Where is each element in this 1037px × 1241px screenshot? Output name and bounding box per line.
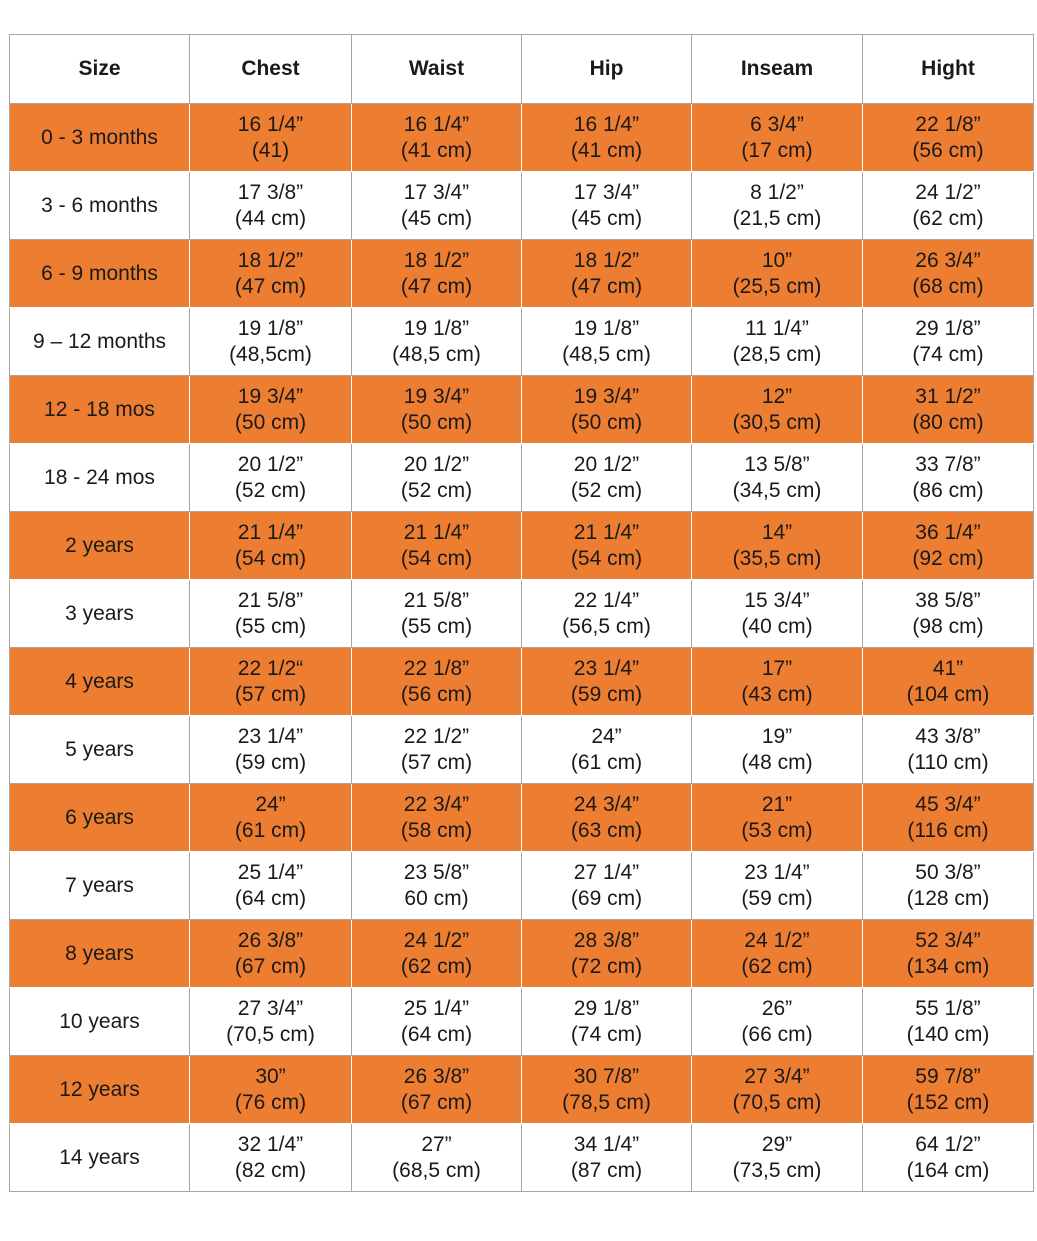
size-cell [10,376,190,444]
hip-cell [522,852,692,920]
size-label: 18 - 24 mos [44,465,155,489]
inch-value: 23 1/4” [573,656,640,680]
size-label: 9 – 12 months [32,329,167,353]
inch-value: 21 5/8” [237,588,304,612]
cm-value: (152 cm) [906,1090,990,1114]
inseam-cell [692,784,863,852]
waist-cell [352,920,522,988]
size-label: 2 years [65,533,134,557]
table-row [10,852,1034,920]
hip-cell [522,376,692,444]
hip-cell [522,1124,692,1192]
size-cell [10,172,190,240]
chest-cell [190,852,352,920]
cm-value: (104 cm) [906,682,990,706]
inch-value: 26 3/8” [403,1064,470,1088]
hight-cell [863,172,1034,240]
cm-value: (59 cm) [741,886,813,910]
cm-value: (72 cm) [570,954,643,978]
hip-cell [522,988,692,1056]
cm-value: (134 cm) [906,954,990,978]
header-hight: Hight [863,35,1034,104]
cm-value: (35,5 cm) [732,546,822,570]
chest-cell [190,920,352,988]
hip-cell [522,784,692,852]
table-row [10,308,1034,376]
waist-cell [352,716,522,784]
cm-value: (54 cm) [234,546,307,570]
cm-value: (52 cm) [570,478,643,502]
inch-value: 27 3/4” [237,996,304,1020]
table-row [10,512,1034,580]
inch-value: 16 1/4” [403,112,470,136]
waist-cell [352,1056,522,1124]
inseam-cell [692,104,863,172]
cm-value: (164 cm) [906,1158,990,1182]
hip-cell [522,512,692,580]
hip-cell [522,240,692,308]
inch-value: 19 3/4” [573,384,640,408]
inch-value: 30” [255,1064,286,1088]
table-header [10,35,1034,104]
cm-value: (87 cm) [570,1158,643,1182]
size-cell [10,308,190,376]
cm-value: (52 cm) [400,478,473,502]
inch-value: 41” [932,656,964,680]
header-waist: Waist [352,35,522,104]
inch-value: 15 3/4” [744,588,810,612]
cm-value: (82 cm) [234,1158,307,1182]
table-row [10,716,1034,784]
inseam-cell [692,172,863,240]
inch-value: 22 1/4” [573,588,640,612]
inch-value: 20 1/2” [573,452,640,476]
chest-cell [190,308,352,376]
hip-cell [522,444,692,512]
size-cell [10,988,190,1056]
size-cell [10,580,190,648]
hip-cell [522,308,692,376]
cm-value: (140 cm) [906,1022,990,1046]
inch-value: 55 1/8” [915,996,981,1020]
inch-value: 22 1/8” [915,112,981,136]
inch-value: 19 1/8” [403,316,470,340]
waist-cell [352,172,522,240]
hight-cell [863,308,1034,376]
hight-cell [863,852,1034,920]
cm-value: (34,5 cm) [732,478,822,502]
waist-cell [352,444,522,512]
size-chart-table [9,34,1034,1192]
inch-value: 20 1/2” [403,452,470,476]
inch-value: 16 1/4” [237,112,304,136]
table-row [10,784,1034,852]
inseam-cell [692,308,863,376]
cm-value: (48 cm) [741,750,813,774]
chest-cell [190,104,352,172]
cm-value: (48,5 cm) [562,342,651,366]
cm-value: (76 cm) [234,1090,307,1114]
cm-value: (62 cm) [912,206,984,230]
cm-value: (61 cm) [234,818,307,842]
size-cell [10,1124,190,1192]
cm-value: (61 cm) [570,750,643,774]
inseam-cell [692,444,863,512]
hip-cell [522,920,692,988]
inch-value: 13 5/8” [744,452,810,476]
size-cell [10,920,190,988]
inseam-cell [692,580,863,648]
cm-value: (64 cm) [234,886,307,910]
chest-cell [190,716,352,784]
size-label: 0 - 3 months [41,125,158,149]
cm-value: (98 cm) [912,614,984,638]
inch-value: 20 1/2” [237,452,304,476]
cm-value: (116 cm) [907,818,989,842]
inseam-cell [692,716,863,784]
inseam-cell [692,920,863,988]
chest-cell [190,376,352,444]
inch-value: 18 1/2” [573,248,640,272]
table-body [10,104,1034,1192]
inch-value: 38 5/8” [915,588,981,612]
inch-value: 22 1/8” [403,656,470,680]
header-hip: Hip [522,35,692,104]
inch-value: 31 1/2” [915,384,981,408]
cm-value: (21,5 cm) [732,206,822,230]
size-label: 4 years [65,669,134,693]
cm-value: (41 cm) [570,138,643,162]
inch-value: 19” [761,724,793,748]
cm-value: (40 cm) [741,614,813,638]
inch-value: 27 1/4” [573,860,640,884]
hip-cell [522,648,692,716]
cm-value: (30,5 cm) [732,410,822,434]
cm-value: (110 cm) [907,750,989,774]
table-row [10,376,1034,444]
inseam-cell [692,648,863,716]
cm-value: (47 cm) [234,274,307,298]
hip-cell [522,580,692,648]
inch-value: 29” [761,1132,793,1156]
cm-value: (70,5 cm) [732,1090,822,1114]
cm-value: (64 cm) [400,1022,473,1046]
table-row [10,444,1034,512]
inch-value: 16 1/4” [573,112,640,136]
waist-cell [352,648,522,716]
waist-cell [352,784,522,852]
inch-value: 30 7/8” [573,1064,640,1088]
hight-cell [863,784,1034,852]
cm-value: (56,5 cm) [562,614,651,638]
chest-cell [190,1056,352,1124]
size-label: 8 years [65,941,134,965]
hight-cell [863,1124,1034,1192]
inseam-cell [692,376,863,444]
table-row [10,240,1034,308]
cm-value: (59 cm) [234,750,307,774]
header-row [10,35,1034,104]
inch-value: 11 1/4” [745,316,809,340]
cm-value: (47 cm) [400,274,473,298]
cm-value: (52 cm) [234,478,307,502]
waist-cell [352,512,522,580]
size-label: 3 years [65,601,134,625]
chest-cell [190,988,352,1056]
waist-cell [352,308,522,376]
hight-cell [863,580,1034,648]
inch-value: 17 3/4” [403,180,470,204]
cm-value: (128 cm) [906,886,990,910]
inch-value: 19 1/8” [573,316,640,340]
inch-value: 24” [255,792,286,816]
inseam-cell [692,240,863,308]
cm-value: (73,5 cm) [732,1158,822,1182]
hight-cell [863,444,1034,512]
size-label: 14 years [59,1145,140,1169]
cm-value: (56 cm) [400,682,473,706]
waist-cell [352,376,522,444]
inch-value: 23 5/8” [403,860,470,884]
header-chest: Chest [190,35,352,104]
cm-value: (92 cm) [912,546,984,570]
cm-value: (57 cm) [234,682,307,706]
size-cell [10,104,190,172]
waist-cell [352,852,522,920]
hight-cell [863,716,1034,784]
cm-value: (41 cm) [400,138,473,162]
cm-value: (50 cm) [570,410,643,434]
hight-cell [863,376,1034,444]
inch-value: 6 3/4” [750,112,804,136]
inch-value: 22 1/2“ [237,656,304,680]
cm-value: (78,5 cm) [562,1090,651,1114]
size-cell [10,852,190,920]
cm-value: (68,5 cm) [392,1158,481,1182]
cm-value: (28,5 cm) [732,342,822,366]
inch-value: 29 1/8” [573,996,640,1020]
header-size: Size [10,35,190,104]
inch-value: 27 3/4” [744,1064,810,1088]
inch-value: 52 3/4” [915,928,981,952]
inseam-cell [692,1056,863,1124]
inch-value: 21 5/8” [403,588,470,612]
inch-value: 18 1/2” [403,248,470,272]
table-row [10,172,1034,240]
inch-value: 26 3/8” [237,928,304,952]
size-label: 6 years [65,805,134,829]
inch-value: 8 1/2” [750,180,804,204]
cm-value: (56 cm) [912,138,984,162]
size-cell [10,1056,190,1124]
inch-value: 24 1/2” [744,928,810,952]
hip-cell [522,104,692,172]
inch-value: 22 1/2” [403,724,470,748]
chest-cell [190,580,352,648]
table-row [10,1124,1034,1192]
inch-value: 22 3/4” [403,792,470,816]
cm-value: (67 cm) [400,1090,473,1114]
waist-cell [352,240,522,308]
cm-value: (45 cm) [400,206,473,230]
inch-value: 36 1/4” [915,520,981,544]
inch-value: 10” [761,248,793,272]
inch-value: 23 1/4” [744,860,810,884]
size-label: 12 years [59,1077,140,1101]
inseam-cell [692,988,863,1056]
inch-value: 50 3/8” [915,860,981,884]
cm-value: (86 cm) [912,478,984,502]
inch-value: 21 1/4” [237,520,304,544]
cm-value: (74 cm) [912,342,984,366]
hight-cell [863,988,1034,1056]
cm-value: (57 cm) [400,750,473,774]
inch-value: 34 1/4” [573,1132,640,1156]
inch-value: 18 1/2” [237,248,304,272]
inseam-cell [692,512,863,580]
table-row [10,648,1034,716]
inch-value: 25 1/4” [237,860,304,884]
cm-value: (47 cm) [570,274,643,298]
inch-value: 43 3/8” [915,724,981,748]
inch-value: 17” [761,656,793,680]
inch-value: 19 3/4” [237,384,304,408]
size-cell [10,648,190,716]
inch-value: 14” [761,520,793,544]
chest-cell [190,512,352,580]
size-label: 12 - 18 mos [44,397,155,421]
hight-cell [863,920,1034,988]
cm-value: (50 cm) [234,410,307,434]
header-inseam: Inseam [692,35,863,104]
size-cell [10,784,190,852]
size-label: 6 - 9 months [41,261,158,285]
cm-value: (68 cm) [912,274,984,298]
cm-value: (43 cm) [741,682,813,706]
table-row [10,988,1034,1056]
inch-value: 24 3/4” [573,792,640,816]
size-cell [10,716,190,784]
cm-value: (62 cm) [400,954,473,978]
waist-cell [352,1124,522,1192]
inch-value: 59 7/8” [915,1064,981,1088]
cm-value: 60 cm) [404,886,469,910]
cm-value: (66 cm) [741,1022,813,1046]
inch-value: 17 3/4” [573,180,640,204]
cm-value: (17 cm) [741,138,813,162]
chest-cell [190,444,352,512]
inch-value: 24 1/2” [915,180,981,204]
cm-value: (74 cm) [570,1022,643,1046]
inch-value: 45 3/4” [915,792,981,816]
inch-value: 21 1/4” [403,520,470,544]
inch-value: 27” [421,1132,452,1156]
size-label: 7 years [65,873,134,897]
inch-value: 24” [591,724,622,748]
hight-cell [863,648,1034,716]
cm-value: (58 cm) [400,818,473,842]
chest-cell [190,240,352,308]
inch-value: 33 7/8” [915,452,981,476]
inch-value: 21 1/4” [573,520,640,544]
chest-cell [190,172,352,240]
inch-value: 23 1/4” [237,724,304,748]
hip-cell [522,1056,692,1124]
inseam-cell [692,1124,863,1192]
inch-value: 21” [761,792,793,816]
inch-value: 24 1/2” [403,928,470,952]
cm-value: (59 cm) [570,682,643,706]
table-row [10,580,1034,648]
cm-value: (53 cm) [741,818,813,842]
cm-value: (54 cm) [400,546,473,570]
cm-value: (80 cm) [912,410,984,434]
hight-cell [863,104,1034,172]
waist-cell [352,580,522,648]
cm-value: (69 cm) [570,886,643,910]
chest-cell [190,648,352,716]
cm-value: (55 cm) [234,614,307,638]
cm-value: (62 cm) [741,954,813,978]
size-label: 10 years [59,1009,140,1033]
size-cell [10,444,190,512]
inch-value: 28 3/8” [573,928,640,952]
size-label: 5 years [65,737,134,761]
cm-value: (50 cm) [400,410,473,434]
inch-value: 29 1/8” [915,316,981,340]
cm-value: (41) [251,138,290,162]
cm-value: (44 cm) [234,206,307,230]
hip-cell [522,716,692,784]
table-row [10,104,1034,172]
size-label: 3 - 6 months [41,193,158,217]
waist-cell [352,104,522,172]
inch-value: 17 3/8” [237,180,304,204]
inch-value: 26 3/4” [915,248,981,272]
cm-value: (48,5cm) [229,342,312,366]
inch-value: 19 1/8” [237,316,304,340]
hight-cell [863,240,1034,308]
cm-value: (55 cm) [400,614,473,638]
hight-cell [863,1056,1034,1124]
cm-value: (54 cm) [570,546,643,570]
inseam-cell [692,852,863,920]
chest-cell [190,1124,352,1192]
inch-value: 64 1/2” [915,1132,981,1156]
inch-value: 19 3/4” [403,384,470,408]
hight-cell [863,512,1034,580]
hip-cell [522,172,692,240]
waist-cell [352,988,522,1056]
size-cell [10,240,190,308]
cm-value: (67 cm) [234,954,307,978]
size-cell [10,512,190,580]
inch-value: 26” [761,996,793,1020]
cm-value: (70,5 cm) [226,1022,315,1046]
cm-value: (25,5 cm) [732,274,822,298]
chest-cell [190,784,352,852]
cm-value: (45 cm) [570,206,643,230]
inch-value: 12” [761,384,793,408]
inch-value: 32 1/4” [237,1132,304,1156]
table-row [10,1056,1034,1124]
cm-value: (48,5 cm) [392,342,481,366]
inch-value: 25 1/4” [403,996,470,1020]
cm-value: (63 cm) [570,818,643,842]
table-row [10,920,1034,988]
